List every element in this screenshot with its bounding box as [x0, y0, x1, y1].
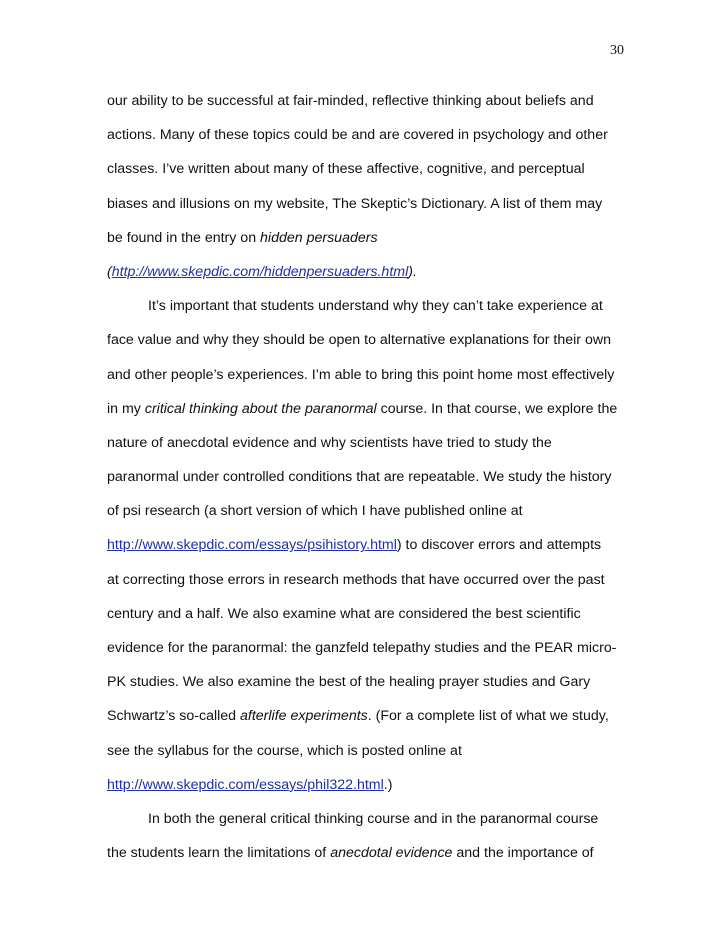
text-run: and other people’s experiences. I’m able to bring this point home most effectively: [107, 366, 615, 383]
italic-anecdotal-evidence: anecdotal evidence: [330, 845, 453, 862]
page-number: 30: [610, 43, 624, 58]
text-run: biases and illusions on my website, The Skeptic’s Dictionary. A list of them may: [107, 195, 603, 212]
text-line: [107, 255, 627, 289]
italic-term-hidden-persuaders: hidden persuaders: [260, 229, 378, 246]
text-run: PK studies. We also examine the best of the healing prayer studies and Gary: [107, 674, 591, 691]
text-line: [107, 460, 627, 494]
text-run: in my: [107, 400, 145, 417]
text-run: nature of anecdotal evidence and why scientists have tried to study the: [107, 434, 552, 451]
text-line: [107, 836, 627, 870]
text-line: [107, 665, 627, 699]
text-run: In both the general critical thinking course and in the paranormal course: [148, 810, 599, 827]
text-run: ) to discover errors and attempts: [396, 537, 602, 554]
text-line: [107, 152, 627, 186]
link-hidden-persuaders[interactable]: http://www.skepdic.com/hiddenpersuaders.html: [111, 263, 409, 280]
text-run: evidence for the paranormal: the ganzfeld telepathy studies and the PEAR micro-: [107, 640, 617, 656]
text-line: [107, 802, 627, 836]
text-line: [107, 563, 627, 597]
link-phil322-syllabus[interactable]: http://www.skepdic.com/essays/phil322.html: [107, 776, 384, 793]
text-line: [107, 426, 627, 460]
text-line: [107, 699, 627, 733]
text-run: course. In that course, we explore the: [376, 400, 618, 417]
text-run: at correcting those errors in research methods that have occurred over the past: [107, 571, 605, 588]
text-run: be found in the entry on: [107, 229, 261, 246]
text-run: actions. Many of these topics could be and are covered in psychology and other: [107, 127, 608, 144]
text-line: [107, 734, 627, 768]
text-run: and the importance of: [452, 845, 594, 862]
text-run: .): [383, 776, 393, 793]
text-run: our ability to be successful at fair-minded, reflective thinking about beliefs and: [107, 93, 594, 109]
text-run: the students learn the limitations of: [107, 845, 331, 862]
text-line: [107, 221, 627, 255]
text-run: classes. I’ve written about many of these affective, cognitive, and perceptual: [107, 161, 585, 178]
text-run: (: [107, 263, 112, 280]
text-line: [107, 323, 627, 357]
text-line: [107, 494, 627, 528]
text-run: It’s important that students understand why they can’t take experience at: [148, 298, 603, 315]
text-line: [107, 768, 627, 802]
text-line: [107, 392, 627, 426]
text-run: century and a half. We also examine what are considered the best scientific: [107, 605, 581, 622]
text-run: see the syllabus for the course, which is posted online at: [107, 742, 462, 759]
text-line: [107, 84, 627, 118]
text-run: . (For a complete list of what we study,: [367, 708, 609, 725]
text-line: [107, 187, 627, 221]
body-text: [107, 84, 627, 870]
text-line: [107, 631, 627, 665]
text-line: [107, 118, 627, 152]
text-run: of psi research (a short version of which I have published online at: [107, 503, 523, 520]
text-run: face value and why they should be open to alternative explanations for their own: [107, 332, 611, 349]
text-line: [107, 597, 627, 631]
text-run: paranormal under controlled conditions that are repeatable. We study the history: [107, 469, 612, 486]
text-line: [107, 358, 627, 392]
text-line: [107, 528, 627, 562]
italic-course-title: critical thinking about the paranormal: [144, 400, 377, 417]
text-line: [107, 289, 627, 323]
text-run: ).: [408, 263, 417, 280]
text-run: Schwartz’s so-called: [107, 708, 240, 725]
italic-afterlife-experiments: afterlife experiments: [240, 708, 368, 725]
link-psi-history[interactable]: http://www.skepdic.com/essays/psihistory.html: [107, 537, 397, 554]
